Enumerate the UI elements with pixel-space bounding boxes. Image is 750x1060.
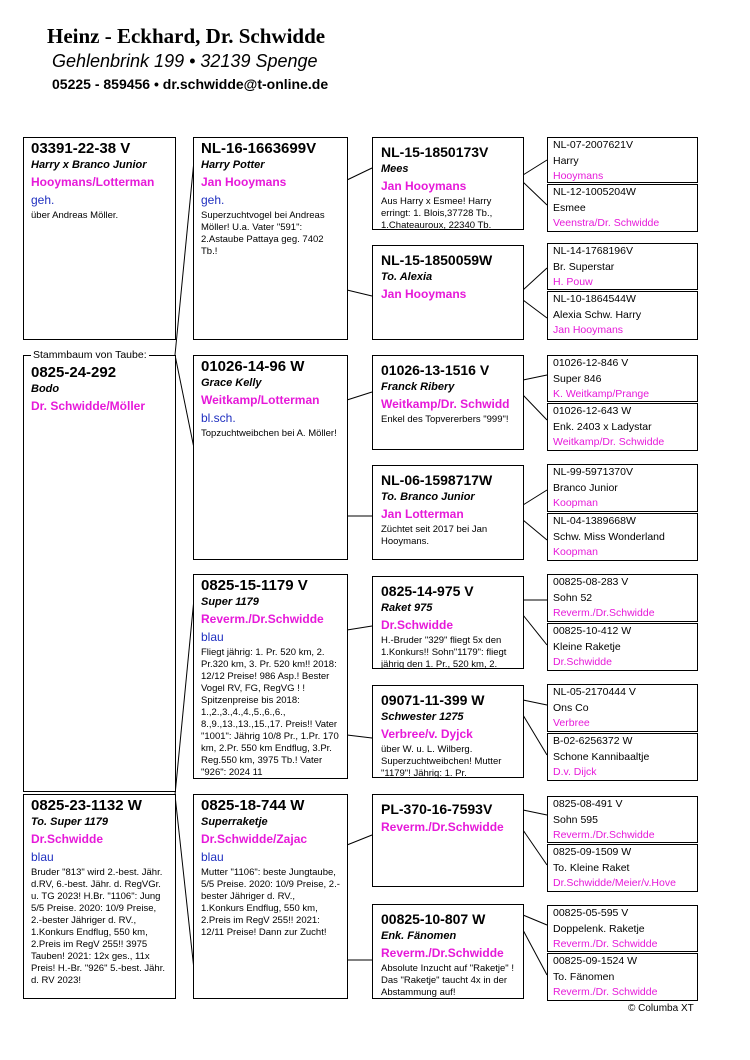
grandparent-box [372,137,524,230]
pigeon-name: Harry [553,154,579,167]
great-grandparent-box [547,844,698,892]
ring-number: 0825-23-1132 W [31,797,142,814]
grandparent-box [372,355,524,450]
pigeon-name: Harry Potter [201,159,265,171]
ring-number: 01026-12-846 V [553,357,629,369]
parent-box-sister-dam [193,794,348,999]
pigeon-color: blau [31,850,54,864]
pigeon-name: Alexia Schw. Harry [553,308,642,321]
breeder: Koopman [553,546,598,558]
ring-number: PL-370-16-7593V [381,801,493,817]
ring-number: NL-15-1850173V [381,144,489,160]
pigeon-name: Franck Ribery [381,381,455,393]
header-address: Gehlenbrink 199 • 32139 Spenge [52,51,318,71]
pigeon-notes: über Andreas Möller. [31,210,119,221]
ring-number: B-02-6256372 W [553,735,633,747]
great-grandparent-box [547,953,698,1001]
breeder: Reverm./Dr.Schwidde [201,612,324,626]
great-grandparent-box [547,291,698,340]
pigeon-name: Bodo [31,383,60,395]
pigeon-color: blau [201,850,224,864]
ring-number: NL-07-2007621V [553,139,633,151]
grandparent-box [372,245,524,340]
parent-box-sister-sire [193,574,348,779]
pigeon-name: Schw. Miss Wonderland [553,530,665,543]
pigeon-name: To. Alexia [381,271,433,283]
pigeon-name: Schone Kannibaaltje [553,750,650,763]
pigeon-name: Ons Co [553,701,589,714]
ring-number: 00825-09-1524 W [553,955,638,967]
copyright: © Columba XT [628,1003,694,1014]
grandparent-box [372,576,524,669]
pigeon-name: Branco Junior [553,481,618,494]
pigeon-name: Harry x Branco Junior [31,159,147,171]
breeder: Hooymans/Lotterman [31,175,155,189]
breeder: Jan Hooymans [381,287,467,301]
ring-number: 00825-10-412 W [553,625,632,637]
ring-number: NL-99-5971370V [553,466,633,478]
breeder: H. Pouw [553,276,593,288]
pigeon-name: To. Fänomen [553,970,615,983]
pigeon-name: Grace Kelly [201,377,262,389]
top-pigeon-box [23,137,176,340]
breeder: Dr.Schwidde [381,618,454,632]
pigeon-name: To. Branco Junior [381,491,475,503]
pigeon-notes: Enkel des Topvererbers "999"! [381,414,509,425]
pigeon-name: Kleine Raketje [553,640,621,653]
ring-number: 00825-05-595 V [553,907,629,919]
great-grandparent-box [547,623,698,671]
ring-number: NL-14-1768196V [553,245,633,257]
ring-number: 01026-14-96 W [201,358,305,375]
pigeon-name: Esmee [553,201,586,214]
pigeon-name: Superraketje [201,816,268,828]
breeder: Verbree/v. Dyjck [381,727,473,741]
great-grandparent-box [547,243,698,290]
breeder: Dr.Schwidde [553,656,612,668]
pigeon-color: bl.sch. [201,411,236,425]
ring-number: 0825-24-292 [31,364,117,381]
breeder: Jan Lotterman [381,507,464,521]
breeder: Verbree [553,717,590,729]
breeder: Reverm./Dr. Schwidde [553,938,658,950]
great-grandparent-box [547,513,698,561]
ring-number: 0825-15-1179 V [201,577,308,594]
pigeon-notes: Superzuchtvogel bei Andreas Möller! U.a. Vater "591": 2.Astaube Pattaya geg. 7402 Tb.! [201,210,325,257]
breeder: Reverm./Dr.Schwidde [553,607,655,619]
breeder: Dr.Schwidde/Meier/v.Hove [553,877,676,889]
great-grandparent-box [547,403,698,451]
pigeon-name: Raket 975 [381,602,433,614]
ring-number: NL-04-1389668W [553,515,636,527]
breeder: Koopman [553,497,598,509]
breeder: Hooymans [553,170,604,182]
breeder: Dr.Schwidde/Zajac [201,832,308,846]
breeder: D.v. Dijck [553,766,597,778]
great-grandparent-box [547,905,698,952]
breeder: Dr.Schwidde [31,832,104,846]
ring-number: 0825-09-1509 W [553,846,632,858]
great-grandparent-box [547,137,698,183]
breeder: Reverm./Dr.Schwidde [381,946,504,960]
pigeon-name: Super 846 [553,372,602,385]
grandparent-box [372,465,524,560]
sister-box [23,794,176,999]
great-grandparent-box [547,733,698,781]
pigeon-color: geh. [31,193,55,207]
grandparent-box [372,685,524,778]
pigeon-notes: Fliegt jährig: 1. Pr. 520 km, 2. Pr.320 km, 3. Pr. 520 km!! 2018: 12/12 Preise! 986 Asp.! Bester Vogel RV, FG, RegVG ! ! Spitzenpreise bis 2018: 1.,2.,3.,4.,4.,5.,6.,6., 8.,9.,13.,13.,15.,17. Preis!! Vater "1001": Jährig 10/8 Pr., 1.Pr. 170 km, 2.Pr. 550 km Endflug, 3.Pr. Reg.550 km, 3975 Tb.! Vater "926": 2024 11 [201,647,339,778]
ring-number: 0825-08-491 V [553,798,623,810]
pigeon-name: Enk. Fänomen [381,930,457,942]
great-grandparent-box [547,684,698,732]
pigeon-notes: Absolute Inzucht auf "Raketje" ! Das "Raketje" taucht 4x in der Abstammung auf! [381,963,514,998]
pigeon-notes: Topzuchtweibchen bei A. Möller! [201,428,337,439]
ring-number: 0825-18-744 W [201,797,305,814]
header-contact: 05225 - 859456 • dr.schwidde@t-online.de [52,76,329,92]
pigeon-name: Doppelenk. Raketje [553,922,645,935]
ring-number: 0825-14-975 V [381,583,474,599]
grandparent-box [372,904,524,999]
breeder: Reverm./Dr.Schwidde [553,829,655,841]
great-grandparent-box [547,574,698,622]
grandparent-box [372,794,524,887]
breeder: Weitkamp/Lotterman [201,393,320,407]
pigeon-name: To. Super 1179 [31,816,109,828]
parent-box-dam [193,355,348,560]
ring-number: 01026-13-1516 V [381,362,490,378]
pigeon-name: Enk. 2403 x Ladystar [553,420,652,433]
ring-number: NL-05-2170444 V [553,686,636,698]
breeder: Jan Hooymans [381,179,467,193]
breeder: Dr. Schwidde/Möller [31,399,146,413]
parent-box-sire [193,137,348,340]
subject-pigeon-box [23,355,176,792]
ring-number: 01026-12-643 W [553,405,632,417]
pigeon-name: Super 1179 [201,596,259,608]
pigeon-notes: H.-Bruder "329" fliegt 5x den 1.Konkurs!! Sohn"1179": fliegt jährig den 1. Pr., 520 km, 2. [381,635,507,669]
ring-number: 03391-22-38 V [31,140,131,157]
breeder: Veenstra/Dr. Schwidde [553,217,660,229]
ring-number: 00825-10-807 W [381,911,486,927]
pigeon-color: blau [201,630,224,644]
ring-number: NL-12-1005204W [553,186,636,198]
ring-number: NL-16-1663699V [201,140,317,157]
pigeon-notes: Mutter "1106": beste Jungtaube, 5/5 Preise. 2020: 10/9 Preise, 2.-bester Jähriger d. RV., 1.Konkurs Endflug, 550 km, 2.Preis im RegV 255!! 2021: 12/11 Preise! Dann zur Zucht! [201,867,340,938]
great-grandparent-box [547,464,698,512]
breeder: Weitkamp/Dr. Schwidde [553,436,665,448]
pigeon-notes: Aus Harry x Esmee! Harry erringt: 1. Blois,37728 Tb., 1.Chateauroux, 22340 Tb. [381,196,493,230]
pigeon-name: Sohn 52 [553,591,593,604]
breeder: Jan Hooymans [553,324,624,336]
breeder: Reverm./Dr.Schwidde [381,820,504,834]
great-grandparent-box [547,184,698,232]
great-grandparent-box [547,796,698,843]
ring-number: 09071-11-399 W [381,692,485,708]
ring-number: 00825-08-283 V [553,576,629,588]
ring-number: NL-06-1598717W [381,472,493,488]
pedigree-legend: Stammbaum von Taube: [33,349,147,361]
pigeon-name: Br. Superstar [553,260,615,273]
ring-number: NL-15-1850059W [381,252,493,268]
pigeon-notes: Züchtet seit 2017 bei Jan Hooymans. [381,524,488,547]
pigeon-name: Schwester 1275 [381,711,464,723]
breeder: K. Weitkamp/Prange [553,388,650,400]
pigeon-name: To. Kleine Raket [553,861,630,874]
pigeon-notes: Bruder "813" wird 2.-best. Jähr. d.RV, 6.-best. Jähr. d. RegVGr. u. TG 2023! H.Br. "1106": Jung 5/5 Preise. 2020: 10/9 Preise, 2.-bester Jähriger d. RV., 1.Konkurs Endflug, 550 km, 2.Preis im RegV 255!! 3975 Tauben! 2021: 12x ges., 11x Preis! H.-Br. "926" 5.-best. Jähr. d. RV 2023! [31,867,165,986]
pigeon-color: geh. [201,193,225,207]
breeder: Reverm./Dr. Schwidde [553,986,658,998]
pigeon-notes: über W. u. L. Wilberg. Superzuchtweibchen! Mutter "1179"! Jährig: 1. Pr. [381,744,502,778]
header-name: Heinz - Eckhard, Dr. Schwidde [47,24,326,48]
breeder: Jan Hooymans [201,175,287,189]
great-grandparent-box [547,355,698,402]
pigeon-name: Mees [381,163,409,175]
ring-number: NL-10-1864544W [553,293,636,305]
breeder: Weitkamp/Dr. Schwidd [381,397,510,411]
pigeon-name: Sohn 595 [553,813,598,826]
